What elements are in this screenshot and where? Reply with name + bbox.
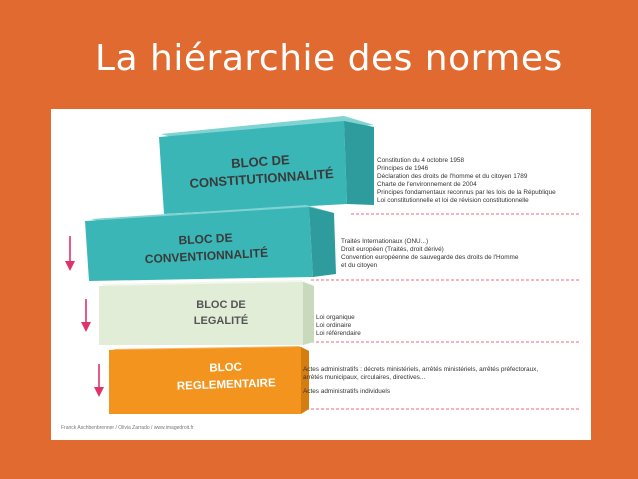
block-label-line: BLOC	[209, 361, 243, 375]
info-item: Convention européenne de sauvegarde des droits de l'Homme	[341, 254, 519, 261]
info-item: Actes administratifs individuels	[303, 388, 391, 395]
info-item: Loi référendaire	[316, 330, 361, 337]
block-label-line: CONVENTIONNALITÉ	[144, 245, 269, 267]
arrow-down-2-icon	[81, 299, 91, 332]
info-reglementaire	[303, 366, 538, 396]
info-item: Traités Internationaux (ONU...)	[341, 238, 429, 245]
block-label-line: BLOC DE	[230, 151, 291, 172]
info-item: Actes administratifs : décrets ministériels, arrêtés ministériels, arrêtés préfectoraux,	[303, 366, 539, 373]
arrow-down-3-icon	[94, 364, 104, 397]
arrow-down-1-icon	[65, 236, 75, 271]
block-label-line: LEGALITÉ	[193, 315, 249, 327]
info-item: arrêtés municipaux, circulaires, directives...	[303, 374, 426, 381]
diagram-card	[51, 109, 591, 440]
info-item: Principes fondamentaux reconnus par les lois de la République	[377, 189, 556, 196]
block-label-legalite	[166, 297, 276, 329]
info-item: Constitution du 4 octobre 1958	[377, 157, 465, 164]
info-legalite	[316, 314, 361, 338]
info-item: Loi ordinaire	[316, 322, 352, 329]
info-item: Charte de l'environnement de 2004	[377, 181, 477, 188]
block-label-line: BLOC DE	[178, 230, 233, 248]
block-label-line: BLOC DE	[196, 299, 246, 311]
info-constitutionnalite	[377, 157, 556, 205]
block-label-reglementaire	[160, 358, 291, 397]
block-label-line: CONSTITUTIONNALITÉ	[189, 165, 335, 191]
block-label-line: REGLEMENTAIRE	[176, 377, 276, 393]
credit-text: Franck Aschbenbrenner / Olivia Zarrado / www.imagedroit.fr	[61, 425, 194, 431]
info-item: Principes de 1946	[377, 165, 429, 172]
info-item: Loi organique	[316, 314, 355, 321]
info-item: Déclaration des droits de l'homme et du citoyen 1789	[377, 173, 528, 180]
info-item: Droit européen (Traités, droit dérivé)	[341, 246, 444, 253]
slide-title: La hiérarchie des normes	[95, 38, 563, 79]
info-item: Loi constitutionnelle et loi de révision constitutionnelle	[377, 197, 529, 204]
info-conventionnalite	[341, 238, 518, 270]
info-item: et du citoyen	[341, 262, 378, 269]
